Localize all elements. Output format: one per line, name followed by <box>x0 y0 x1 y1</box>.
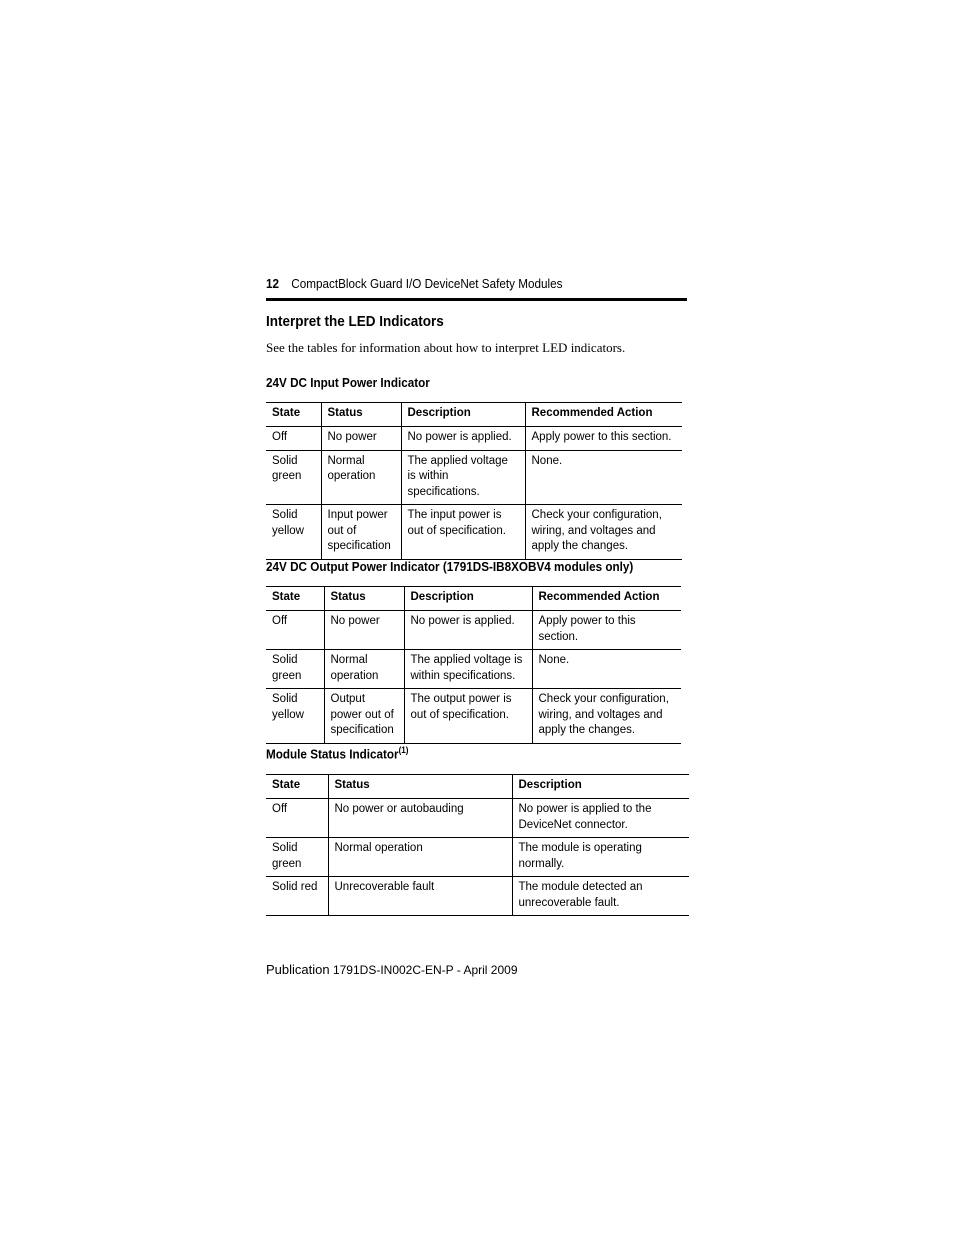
table-cell: The applied voltage is within specifications. <box>404 650 532 689</box>
column-header: State <box>266 403 321 427</box>
table3-title <box>266 745 409 761</box>
table-row <box>266 450 682 505</box>
header-title: CompactBlock Guard I/O DeviceNet Safety Modules <box>291 276 563 291</box>
table-cell: The input power is out of specification. <box>401 505 525 560</box>
publication-id: 1791DS-IN002C-EN-P - April 2009 <box>332 963 518 977</box>
table-cell: Off <box>266 427 321 451</box>
table-cell: No power <box>321 427 401 451</box>
table-cell: Normal operation <box>321 450 401 505</box>
publication-label: Publication <box>266 962 330 977</box>
column-header: Status <box>321 403 401 427</box>
table-cell: Apply power to this section. <box>525 427 682 451</box>
table-cell: No power is applied. <box>404 611 532 650</box>
column-header: State <box>266 587 324 611</box>
table-cell: Solid green <box>266 838 328 877</box>
table-row <box>266 650 681 689</box>
section-intro: See the tables for information about how to interpret LED indicators. <box>266 340 626 355</box>
table-cell: No power or autobauding <box>328 799 512 838</box>
running-header <box>266 276 645 291</box>
table-cell: No power <box>324 611 404 650</box>
table-cell: Unrecoverable fault <box>328 877 512 916</box>
table-row <box>266 838 689 877</box>
table-cell: Solid red <box>266 877 328 916</box>
column-header: Status <box>328 775 512 799</box>
table-cell: The module detected an unrecoverable fault. <box>512 877 689 916</box>
table-row <box>266 877 689 916</box>
module-status-table <box>266 774 689 916</box>
table-row <box>266 427 682 451</box>
table-header-row <box>266 403 682 427</box>
column-header: Recommended Action <box>525 403 682 427</box>
column-header: Status <box>324 587 404 611</box>
table-row <box>266 611 681 650</box>
table-cell: No power is applied to the DeviceNet connector. <box>512 799 689 838</box>
page-footer <box>266 962 518 977</box>
table-cell: Normal operation <box>328 838 512 877</box>
table-row <box>266 689 681 744</box>
table-cell: Check your configuration, wiring, and voltages and apply the changes. <box>525 505 682 560</box>
table-cell: Solid green <box>266 450 321 505</box>
column-header: Description <box>512 775 689 799</box>
column-header: Description <box>404 587 532 611</box>
table-cell: Solid green <box>266 650 324 689</box>
table-cell: None. <box>525 450 682 505</box>
table-header-row <box>266 775 689 799</box>
table-row <box>266 799 689 838</box>
table-cell: Solid yellow <box>266 689 324 744</box>
table-row <box>266 505 682 560</box>
table-cell: Off <box>266 611 324 650</box>
table-cell: None. <box>532 650 681 689</box>
table-cell: The applied voltage is within specifications. <box>401 450 525 505</box>
table-header-row <box>266 587 681 611</box>
table-cell: No power is applied. <box>401 427 525 451</box>
header-rule <box>266 298 687 301</box>
table1-title: 24V DC Input Power Indicator <box>266 375 430 390</box>
table3-title-text: Module Status Indicator <box>266 746 399 762</box>
page-number: 12 <box>266 276 280 291</box>
table-cell: The output power is out of specification. <box>404 689 532 744</box>
table-cell: Off <box>266 799 328 838</box>
input-power-table <box>266 402 682 560</box>
table-cell: Output power out of specification <box>324 689 404 744</box>
table-cell: Apply power to this section. <box>532 611 681 650</box>
column-header: State <box>266 775 328 799</box>
table2-title: 24V DC Output Power Indicator (1791DS-IB8XOBV4 modules only) <box>266 559 634 574</box>
output-power-table <box>266 586 681 744</box>
column-header: Description <box>401 403 525 427</box>
table-cell: Input power out of specification <box>321 505 401 560</box>
footnote-mark: (1) <box>398 745 409 755</box>
table-cell: Normal operation <box>324 650 404 689</box>
section-title: Interpret the LED Indicators <box>266 313 444 330</box>
table-cell: The module is operating normally. <box>512 838 689 877</box>
table-cell: Solid yellow <box>266 505 321 560</box>
table-cell: Check your configuration, wiring, and voltages and apply the changes. <box>532 689 681 744</box>
column-header: Recommended Action <box>532 587 681 611</box>
